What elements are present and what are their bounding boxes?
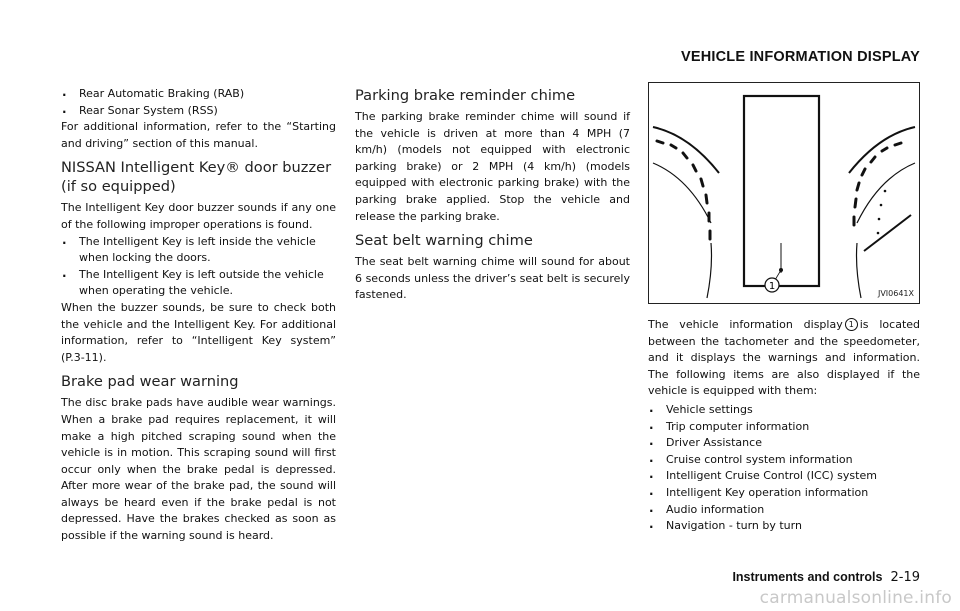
column-3: [648, 82, 920, 535]
section-title-brake-pad-wear: Brake pad wear warning: [61, 373, 239, 391]
watermark: carmanualsonline.info: [759, 588, 952, 608]
list-item: . The Intelligent Key is left inside the vehicle when locking the doors.: [61, 234, 336, 267]
paragraph-text: The vehicle information display: [648, 318, 843, 331]
column-2: [355, 86, 630, 304]
list-item: . Audio information: [648, 502, 920, 519]
list-item: . Vehicle settings: [648, 402, 920, 419]
list-item: . The Intelligent Key is left outside the vehicle when operating the vehicle.: [61, 267, 336, 300]
paragraph-text: is located between the tachometer and the speedometer, and it displays the warnings and information. The following items are also displayed if the vehicle is equipped with them:: [648, 318, 921, 398]
paragraph: When the buzzer sounds, be sure to check both the vehicle and the Intelligent Key. For additional information, refer to “Intelligent Key system” (P.3-11).: [61, 300, 336, 364]
section-title-parking-brake-chime: Parking brake reminder chime: [355, 87, 576, 104]
paragraph: The disc brake pads have audible wear warnings. When a brake pad requires replacement, it will make a high pitched scraping sound when the vehicle is in motion. This scraping sound will first occur only when the brake pedal is depressed. After more wear of the brake pad, the sound will always be heard even if the brake pedal is not depressed. Have the brakes checked as soon as possible if the warning sound is heard.: [61, 396, 336, 543]
list-item: . Driver Assistance: [648, 435, 920, 452]
page-footer: [690, 566, 920, 585]
footer-section-title: Instruments and controls: [732, 570, 883, 584]
list-item: . Rear Automatic Braking (RAB): [61, 86, 336, 103]
list-item: . Navigation - turn by turn: [648, 518, 920, 535]
paragraph: The parking brake reminder chime will sound if the vehicle is driven at more than 4 MPH (7 km/h) (models not equipped with electronic parking brake) or 2 MPH (4 km/h) (models equipped with electronic parking brake) with the parking brake applied. Stop the vehicle and release the parking brake.: [355, 110, 630, 223]
intro-paragraph: For additional information, refer to the “Starting and driving” section of this manual.: [61, 120, 336, 150]
instrument-cluster-figure: [648, 82, 920, 304]
paragraph: The Intelligent Key door buzzer sounds if any one of the following improper operations is found.: [61, 201, 336, 231]
paragraph: The seat belt warning chime will sound for about 6 seconds unless the driver’s seat belt is securely fastened.: [355, 255, 630, 302]
page-header: VEHICLE INFORMATION DISPLAY: [680, 49, 920, 65]
list-item: . Intelligent Key operation information: [648, 485, 920, 502]
section-title-intelligent-key-buzzer: NISSAN Intelligent Key® door buzzer (if so equipped): [61, 159, 332, 196]
section-title-seat-belt-chime: Seat belt warning chime: [355, 232, 533, 250]
list-item: . Cruise control system information: [648, 452, 920, 469]
column-1: [61, 86, 336, 545]
top-bullet-list: [61, 86, 336, 119]
page-number: 2-19: [890, 570, 920, 585]
instrument-cluster-illustration: [649, 83, 919, 303]
display-items-list: [648, 402, 920, 535]
vehicle-info-paragraph: [648, 317, 920, 400]
list-item: . Trip computer information: [648, 419, 920, 436]
list-item: . Rear Sonar System (RSS): [61, 103, 336, 120]
figure-caption: JVI0641X: [877, 289, 914, 298]
list-item: . Intelligent Cruise Control (ICC) system: [648, 468, 920, 485]
callout-label: 1: [768, 281, 776, 292]
bullet-list: [61, 234, 336, 300]
callout-circle: 1: [845, 318, 858, 331]
